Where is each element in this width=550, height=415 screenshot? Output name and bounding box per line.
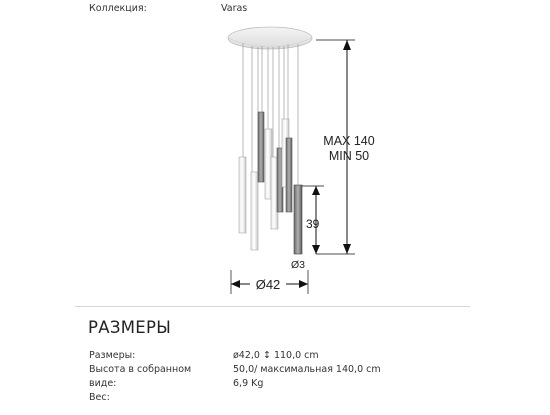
canopy-diameter-label: Ø42 <box>255 277 281 292</box>
spec-row <box>89 391 509 405</box>
collection-label: Коллекция: <box>89 3 147 14</box>
pendant-rods <box>239 112 302 254</box>
rod-height-label: 39 <box>306 217 320 231</box>
ceiling-canopy <box>228 27 312 49</box>
spec-label-assembled-height-cont: виде: <box>89 378 117 389</box>
spec-row <box>89 377 509 391</box>
dimensions-section-title: РАЗМЕРЫ <box>88 318 172 337</box>
rod-diameter-label: Ø3 <box>291 259 306 271</box>
collection-value: Varas <box>221 3 248 14</box>
spec-label-weight: Вес: <box>89 392 110 403</box>
spec-value-assembled-height: 50,0/ максимальная 140,0 cm <box>233 364 381 375</box>
max-height-label: MAX 140 <box>323 134 375 148</box>
spec-row <box>89 349 509 363</box>
spec-row <box>89 363 509 377</box>
spec-value-weight: 6,9 Kg <box>233 378 264 389</box>
spec-label-assembled-height: Высота в собранном <box>89 364 192 375</box>
spec-label-dimensions: Размеры: <box>89 350 136 361</box>
section-divider <box>75 306 470 307</box>
spec-table <box>89 349 509 405</box>
min-height-label: MIN 50 <box>328 149 370 163</box>
spec-value-dimensions: ø42,0 ↕ 110,0 cm <box>233 350 319 361</box>
